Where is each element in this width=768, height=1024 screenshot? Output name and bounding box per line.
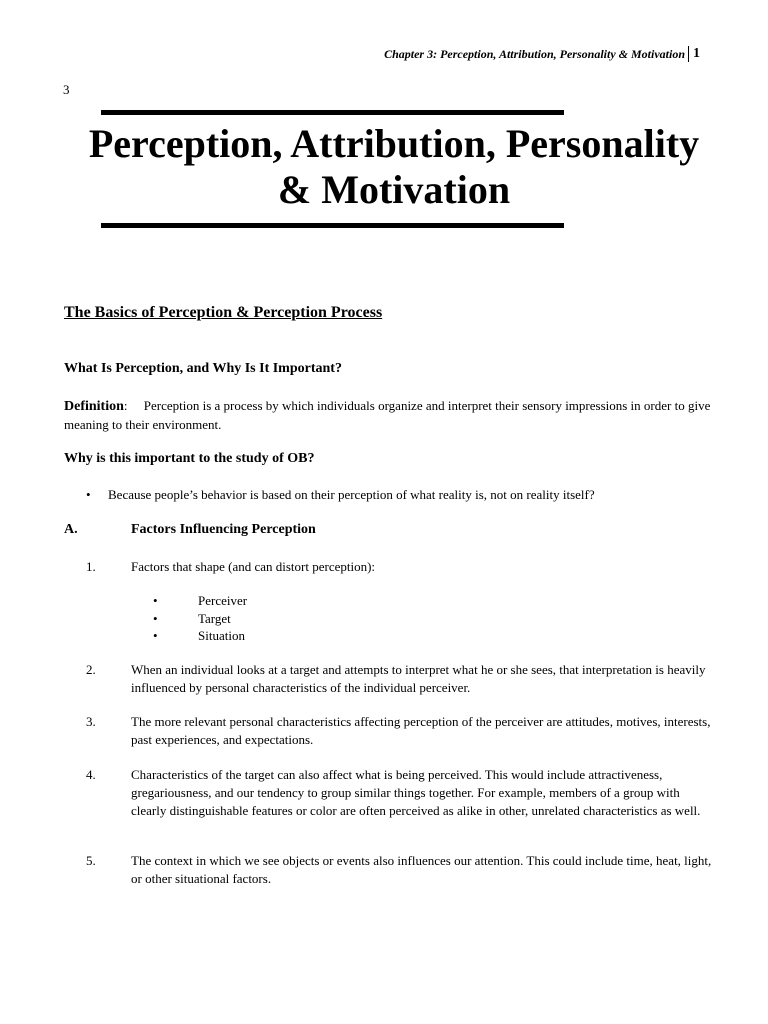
definition-text: Perception is a process by which individuals organize and interpret their sensory impressions in order to give meaning to their environment. (64, 398, 711, 432)
item-text: Factors that shape (and can distort perception): (131, 559, 376, 574)
title-rule-top (101, 110, 564, 115)
factor-item-situation (153, 627, 247, 645)
factor-label: Perceiver (198, 593, 248, 608)
factor-item-perceiver (153, 592, 247, 610)
factor-label: Target (198, 610, 231, 626)
definition-colon: : (123, 398, 144, 413)
section-title: The Basics of Perception & Perception Process (64, 304, 383, 321)
item-number: 1. (86, 559, 96, 574)
chapter-title (40, 121, 748, 213)
item-number: 3. (86, 714, 96, 729)
bullet-dot-icon: • (153, 628, 158, 643)
bullet-behavior (86, 487, 595, 503)
title-rule-bottom (101, 223, 564, 228)
section-a-title: Factors Influencing Perception (131, 522, 316, 537)
item-number: 2. (86, 662, 96, 677)
header-divider (688, 46, 689, 62)
definition-label: Definition (64, 399, 124, 414)
question-why-important: Why is this important to the study of OB? (64, 451, 315, 466)
chapter-title-line1: Perception, Attribution, Personality (88, 121, 700, 166)
factor-item-target (153, 610, 247, 628)
question-what-is-perception: What Is Perception, and Why Is It Important? (64, 361, 342, 376)
list-item-3 (86, 713, 716, 749)
item-text: The more relevant personal characteristics affecting perception of the perceiver are attitudes, motives, interests, past experiences, and expectations. (131, 714, 711, 747)
bullet-dot-icon: • (153, 593, 158, 608)
list-item-5 (86, 852, 716, 888)
item-text: The context in which we see objects or events also influences our attention. This could include time, heat, light, or other situational factors. (131, 853, 712, 886)
running-header (384, 46, 700, 62)
list-item-4 (86, 766, 716, 820)
item-number: 4. (86, 767, 96, 782)
item-text: Characteristics of the target can also affect what is being perceived. This would include attractiveness, gregariousness, and our tendency to group similar things together. For example, members of a group with clearly distinguishable features or color are often perceived as alike in other, unrelated characteristics as well. (131, 767, 701, 818)
section-a-letter: A. (64, 522, 78, 537)
chapter-number: 3 (63, 82, 70, 97)
bullet-text: Because people’s behavior is based on their perception of what reality is, not on reality itself? (108, 487, 595, 502)
list-item-1 (86, 558, 716, 576)
list-item-2 (86, 661, 716, 697)
section-a-heading (64, 522, 316, 538)
bullet-dot-icon: • (153, 610, 158, 626)
factor-label: Situation (198, 628, 245, 643)
item-text: When an individual looks at a target and attempts to interpret what he or she sees, that interpretation is heavily influenced by personal characteristics of the individual perceiver. (131, 662, 706, 695)
factor-list (153, 592, 247, 645)
running-title: Chapter 3: Perception, Attribution, Personality & Motivation (384, 46, 685, 61)
definition-paragraph (64, 397, 724, 434)
item-number: 5. (86, 853, 96, 868)
page-number: 1 (693, 46, 700, 61)
bullet-dot-icon: • (86, 487, 91, 502)
chapter-title-line2: & Motivation (277, 167, 511, 212)
